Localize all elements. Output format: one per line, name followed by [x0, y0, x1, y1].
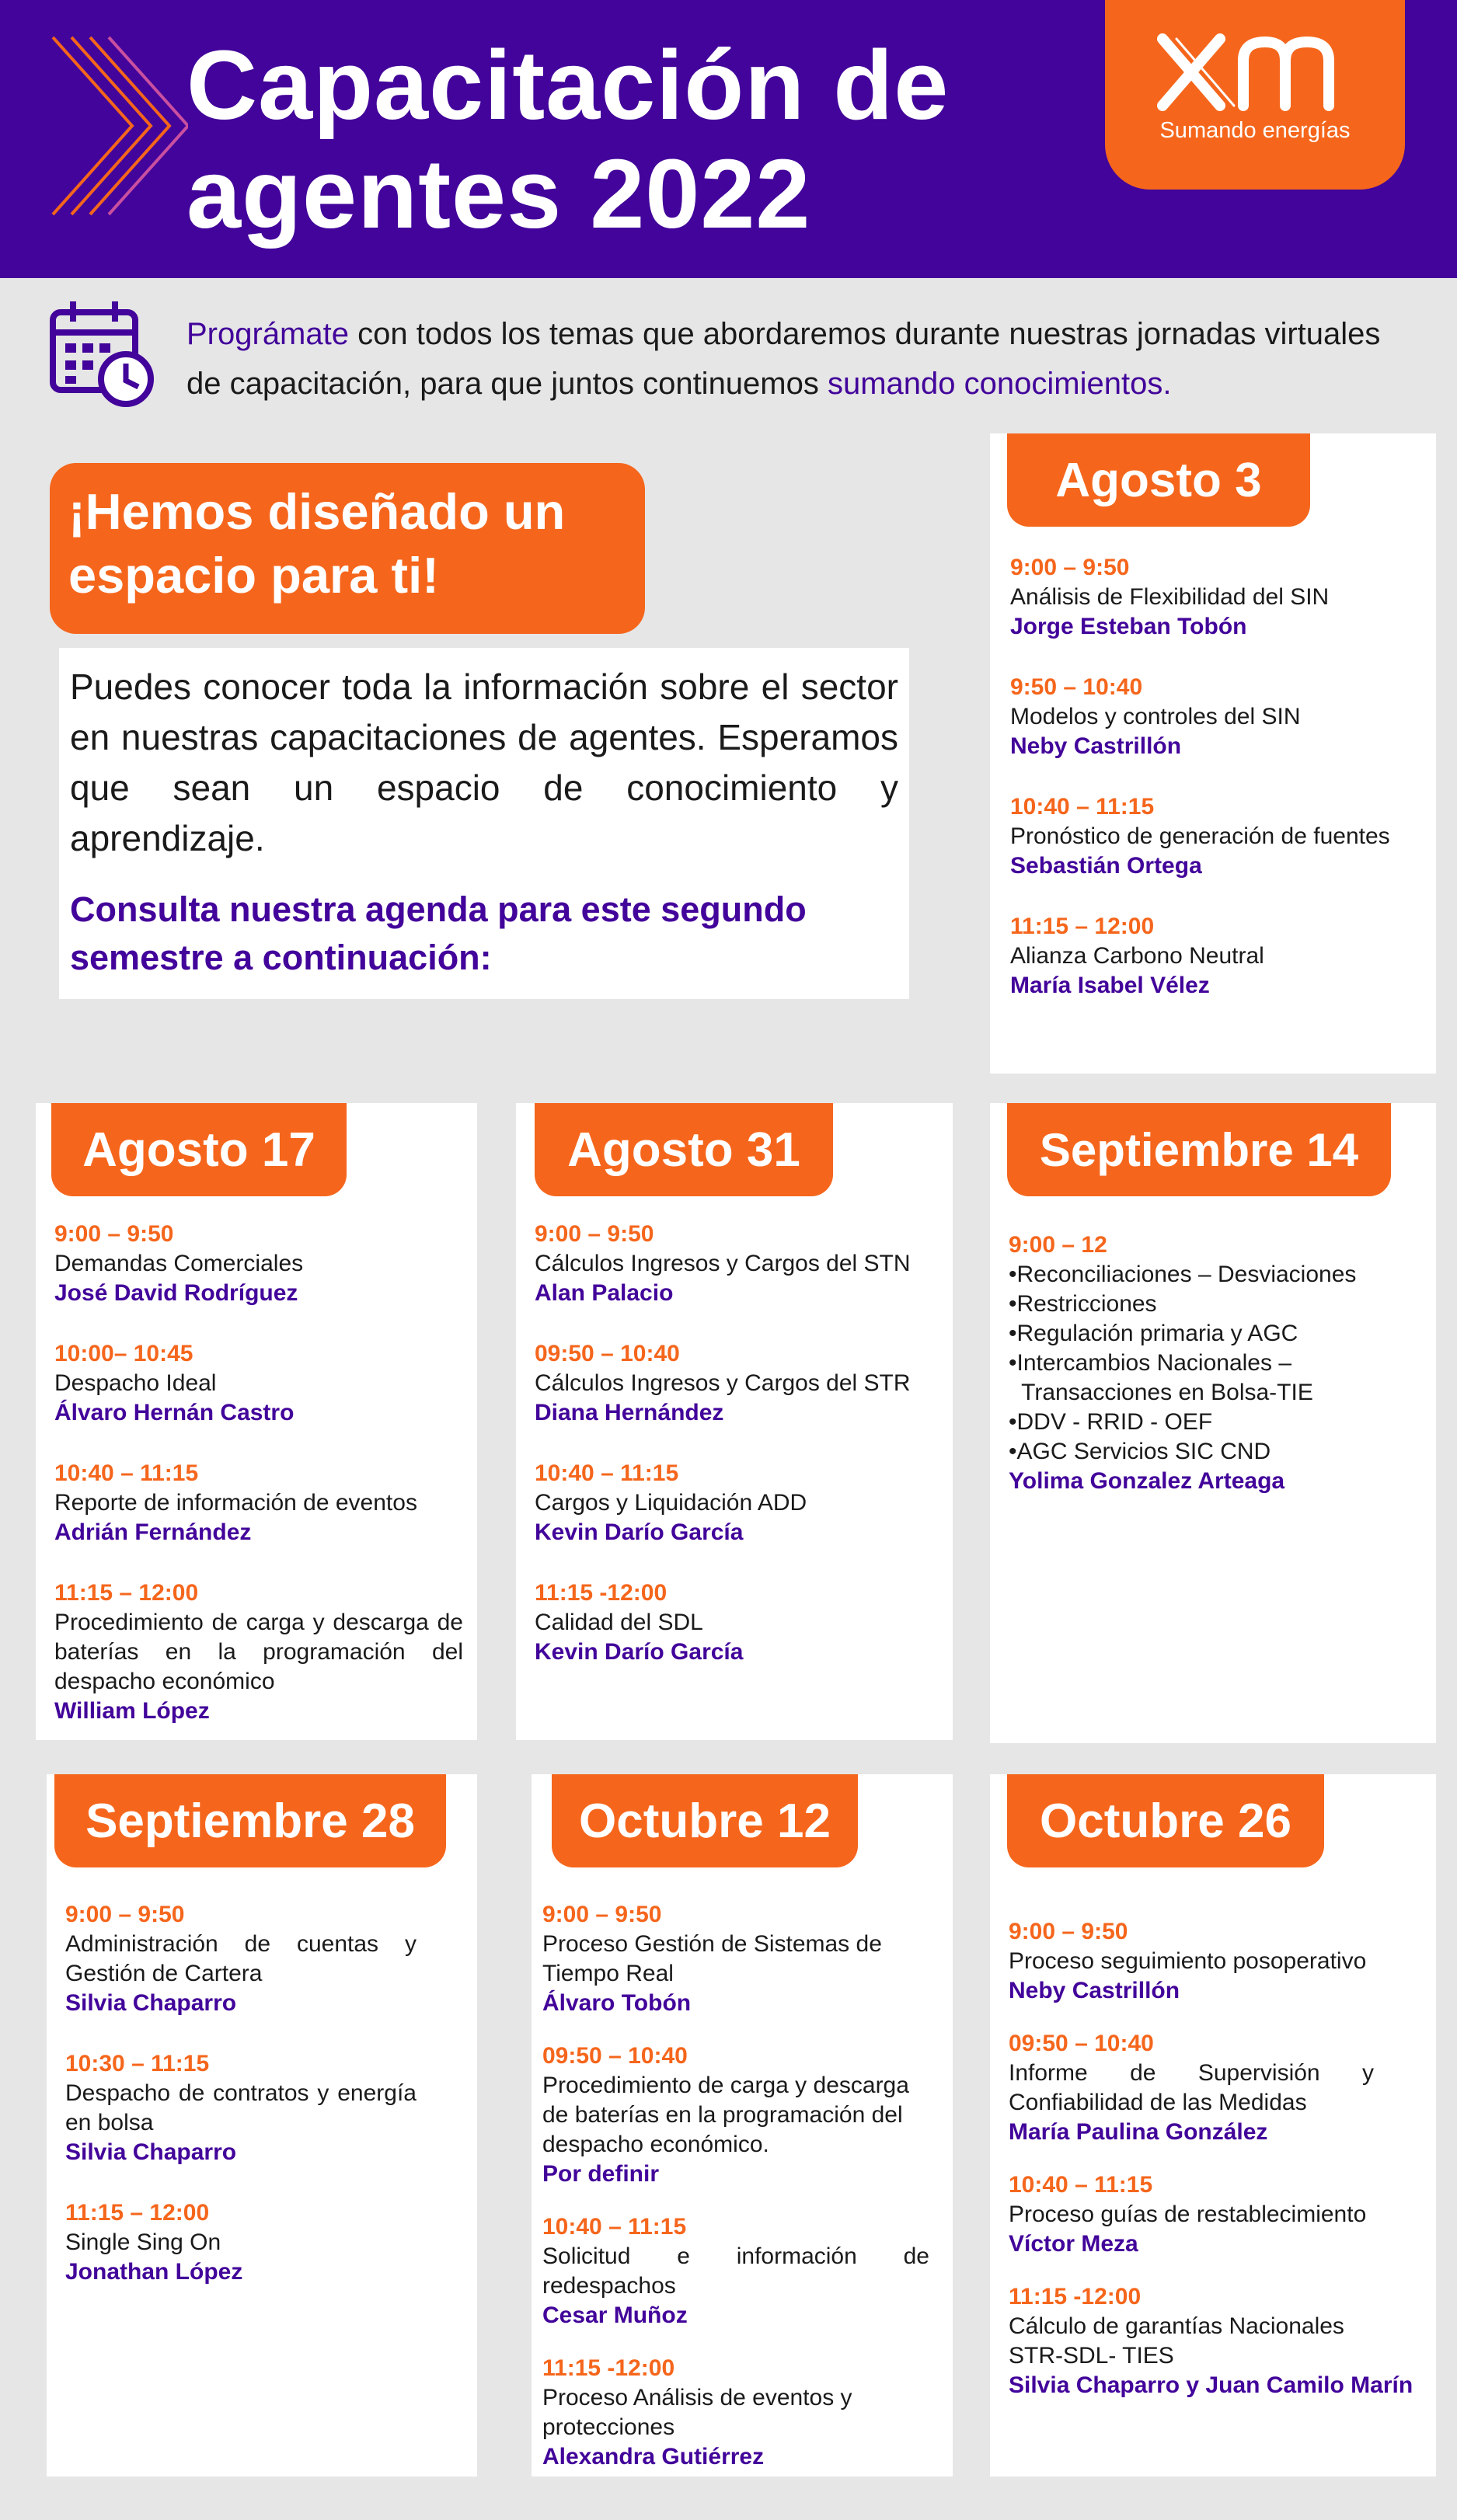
session-item: 10:30 – 11:15 Despacho de contratos y energía en bolsa Silvia Chaparro	[65, 2051, 417, 2165]
session-item: 09:50 – 10:40 Informe de Supervisión y Confiabilidad de las Medidas María Paulina González	[1009, 2031, 1374, 2145]
topic-list	[1009, 1260, 1422, 1467]
card-agosto-17	[36, 1103, 477, 1740]
list-item: •Regulación primaria y AGC	[1009, 1321, 1298, 1346]
session-item: 09:50 – 10:40 Cálculos Ingresos y Cargos del STR Diana Hernández	[535, 1341, 911, 1425]
info-text: Puedes conocer toda la información sobre el sector en nuestras capacitaciones de agentes. Esperamos que sean un espacio de conocimiento y aprendizaje.	[70, 667, 898, 858]
session-item: 9:50 – 10:40 Modelos y controles del SIN Neby Castrillón	[1010, 674, 1301, 759]
list-item: Transacciones en Bolsa-TIE	[1009, 1380, 1313, 1405]
calendar-clock-icon	[48, 298, 154, 407]
card-date: Octubre 12	[552, 1774, 858, 1867]
session-item: 11:15 – 12:00 Single Sing On Jonathan López	[65, 2200, 243, 2285]
card-septiembre-28	[47, 1774, 477, 2476]
session-item: 10:40 – 11:15 Pronóstico de generación de fuentes Sebastián Ortega	[1010, 794, 1390, 879]
session-item: 9:00 – 9:50 Proceso seguimiento posoperativo Neby Castrillón	[1009, 1919, 1367, 2003]
list-item: •DDV - RRID - OEF	[1009, 1409, 1213, 1435]
list-item: •Restricciones	[1009, 1291, 1157, 1317]
list-item: •Intercambios Nacionales –	[1009, 1350, 1292, 1376]
session-item: 10:40 – 11:15 Cargos y Liquidación ADD Kevin Darío García	[535, 1460, 807, 1545]
page-title: Capacitación de agentes 2022	[186, 30, 950, 249]
session-item: 10:00– 10:45 Despacho Ideal Álvaro Hernán Castro	[54, 1341, 295, 1425]
card-date: Agosto 17	[51, 1103, 347, 1196]
card-septiembre-14: Septiembre 14 9:00 – 12 •Reconciliaciones – Desviaciones •Restricciones •Regulación primaria y AGC •Intercambios Nacionales – Transacciones en Bolsa-TIE •DDV - RRID - OEF •AGC Servicios SIC CND Yolima Gonzalez Arteaga	[990, 1103, 1436, 1743]
agenda-cta: Consulta nuestra agenda para este segundo semestre a continuación:	[70, 889, 807, 977]
session-item: 11:15 -12:00 Proceso Análisis de eventos y protecciones Alexandra Gutiérrez	[542, 2355, 852, 2470]
session-item: 11:15 – 12:00 Alianza Carbono Neutral María Isabel Vélez	[1010, 914, 1264, 998]
intro-text: Prográmate con todos los temas que abordaremos durante nuestras jornadas virtuales de capacitación, para que juntos continuemos sumando conocimientos.	[186, 317, 1381, 401]
session-item: 9:00 – 9:50 Análisis de Flexibilidad del SIN Jorge Esteban Tobón	[1010, 555, 1330, 639]
card-date: Agosto 31	[535, 1103, 833, 1196]
session-item: 10:40 – 11:15 Reporte de información de eventos Adrián Fernández	[54, 1460, 417, 1545]
card-date: Septiembre 14	[1007, 1103, 1391, 1196]
list-item: •AGC Servicios SIC CND	[1009, 1439, 1271, 1464]
card-agosto-31	[516, 1103, 953, 1740]
session-item: 11:15 -12:00 Cálculo de garantías Nacionales STR-SDL- TIES Silvia Chaparro y Juan Camilo Marín	[1009, 2284, 1413, 2398]
xm-logo-mark-icon	[1156, 30, 1354, 115]
session-item: 9:00 – 9:50 Cálculos Ingresos y Cargos del STN Alan Palacio	[535, 1221, 911, 1306]
session-item: 10:40 – 11:15 Proceso guías de restablecimiento Víctor Meza	[1009, 2172, 1367, 2257]
card-octubre-26	[990, 1774, 1436, 2476]
info-box	[59, 648, 909, 999]
highlight-pill: ¡Hemos diseñado un espacio para ti!	[50, 463, 645, 634]
header-banner	[0, 0, 1457, 278]
session-item: 9:00 – 9:50 Proceso Gestión de Sistemas de Tiempo Real Álvaro Tobón	[542, 1902, 882, 2016]
xm-logo	[1105, 0, 1405, 190]
session-item: 9:00 – 9:50 Administración de cuentas y Gestión de Cartera Silvia Chaparro	[65, 1902, 417, 2016]
session-item: 10:40 – 11:15 Solicitud e información de redespachos Cesar Muñoz	[542, 2214, 929, 2328]
session-item: 9:00 – 9:50 Demandas Comerciales José David Rodríguez	[54, 1221, 304, 1306]
logo-tagline: Sumando energías	[1159, 118, 1351, 143]
chevron-lines-icon	[48, 33, 188, 219]
card-date: Agosto 3	[1007, 433, 1310, 527]
list-item: •Reconciliaciones – Desviaciones	[1009, 1262, 1357, 1287]
card-date: Septiembre 28	[54, 1774, 446, 1867]
session-item: 11:15 -12:00 Calidad del SDL Kevin Darío García	[535, 1580, 744, 1665]
card-date: Octubre 26	[1007, 1774, 1324, 1867]
card-agosto-3	[990, 433, 1436, 1074]
session-item: 09:50 – 10:40 Procedimiento de carga y descarga de baterías en la programación del despacho económico. Por definir	[542, 2043, 909, 2187]
session-item: 11:15 – 12:00 Procedimiento de carga y descarga de baterías en la programación del despacho económico William López	[54, 1580, 463, 1724]
card-octubre-12	[532, 1774, 953, 2476]
